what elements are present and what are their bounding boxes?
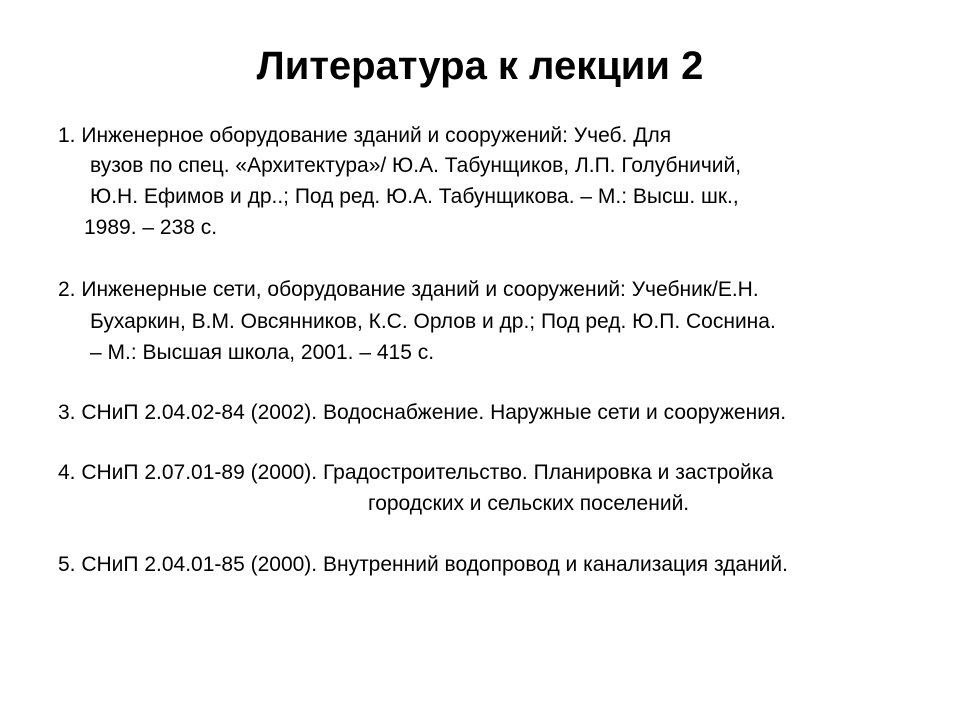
reference-line: городских и сельских поселений.: [368, 492, 690, 515]
reference-line: 5. СНиП 2.04.01-85 (2000). Внутренний водопровод и канализация зданий.: [58, 553, 788, 576]
reference-line: Ю.Н. Ефимов и др..; Под ред. Ю.А. Табунщикова. – М.: Высш. шк.,: [90, 185, 739, 208]
reference-line: 4. СНиП 2.07.01-89 (2000). Градостроительство. Планировка и застройка: [58, 461, 774, 484]
reference-line: вузов по спец. «Архитектура»/ Ю.А. Табунщиков, Л.П. Голубничий,: [90, 154, 742, 177]
reference-line: 1989. – 238 с.: [84, 216, 218, 239]
reference-line: Бухаркин, В.М. Овсянников, К.С. Орлов и др.; Под ред. Ю.П. Соснина.: [90, 310, 776, 333]
reference-line: 1. Инженерное оборудование зданий и сооружений: Учеб. Для: [58, 124, 672, 147]
reference-line: 2. Инженерные сети, оборудование зданий и сооружений: Учебник/Е.Н.: [58, 278, 759, 301]
slide-title: Литература к лекции 2: [256, 44, 704, 88]
reference-line: 3. СНиП 2.04.02-84 (2002). Водоснабжение. Наружные сети и сооружения.: [58, 401, 787, 424]
reference-line: – М.: Высшая школа, 2001. – 415 с.: [90, 341, 435, 364]
